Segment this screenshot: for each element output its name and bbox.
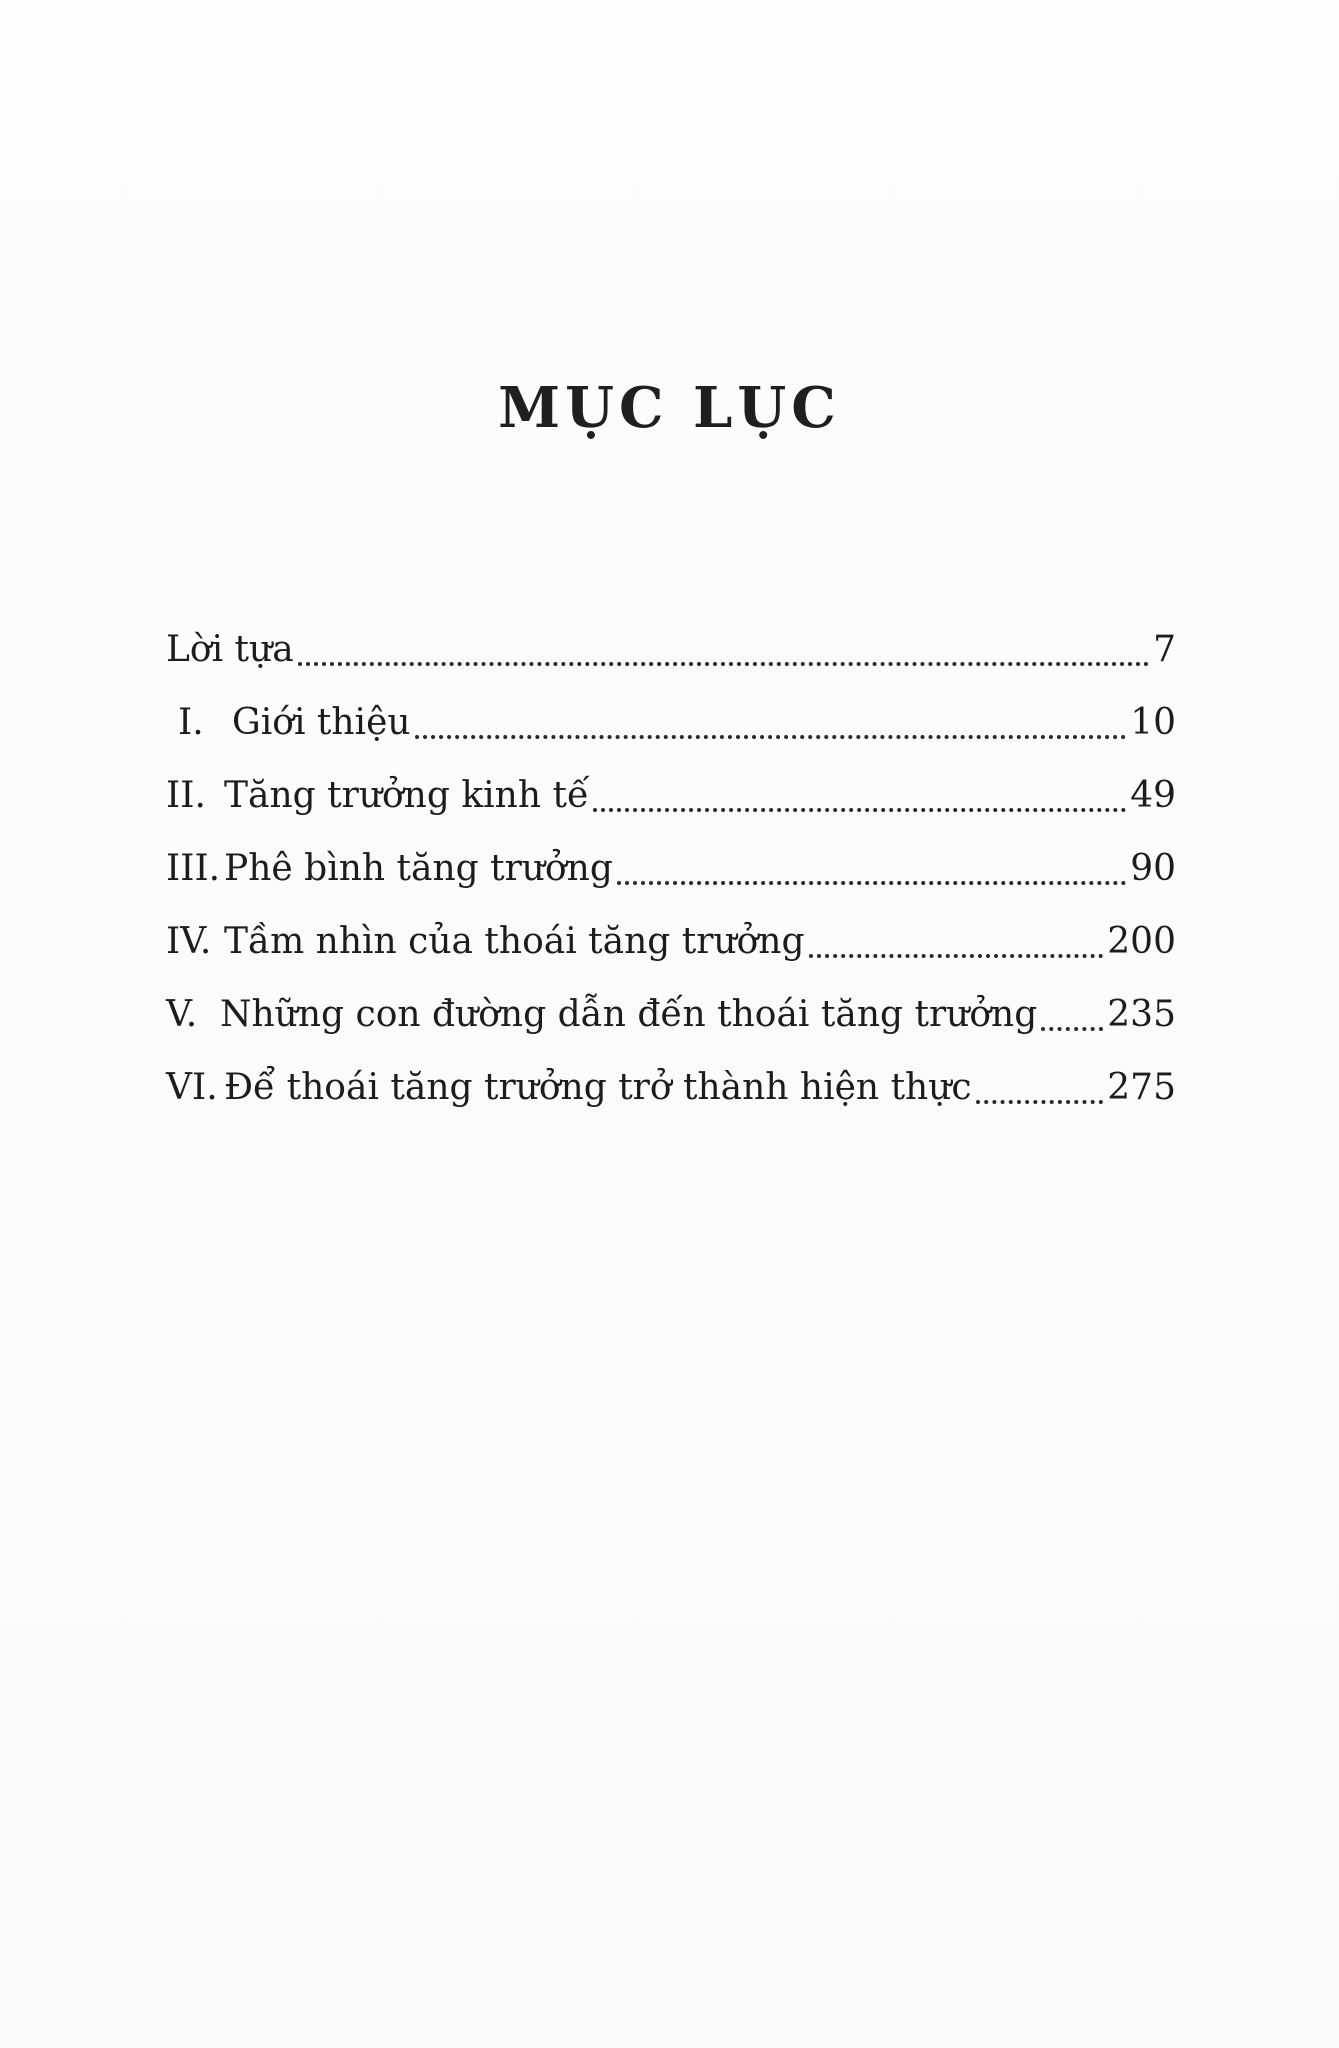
toc-dot-leader (976, 1100, 1104, 1104)
page-title: MỤC LỤC (498, 375, 841, 441)
toc-entry-page: 275 (1107, 1067, 1176, 1108)
toc-entry-number: IV. (166, 921, 212, 962)
toc-entry-number: II. (166, 775, 206, 816)
toc-entry-label: Những con đường dẫn đến thoái tăng trưởng (220, 994, 1038, 1035)
toc-entry-label: Lời tựa (166, 629, 294, 670)
toc-entry-label: Để thoái tăng trưởng trở thành hiện thực (224, 1067, 972, 1108)
toc-entry-page: 49 (1130, 775, 1176, 816)
toc-entry-number: I. (178, 702, 204, 743)
toc-entry-number: III. (166, 848, 221, 889)
toc-dot-leader (617, 881, 1126, 885)
toc-entry-page: 10 (1130, 702, 1176, 743)
toc-entry-introduction (166, 686, 1176, 759)
toc-entry-page: 235 (1107, 994, 1176, 1035)
toc-dot-leader (593, 808, 1126, 812)
toc-dot-leader (1041, 1027, 1103, 1031)
toc-entry-label: Phê bình tăng trưởng (224, 848, 613, 889)
toc-entry-page: 200 (1107, 921, 1176, 962)
toc-entry-label: Giới thiệu (232, 702, 411, 743)
toc-dot-leader (809, 954, 1104, 958)
toc-entry-page: 7 (1153, 629, 1176, 670)
toc-entry-degrowth-vision (166, 905, 1176, 978)
toc-entry-number: VI. (166, 1067, 218, 1108)
toc-entry-growth-critique (166, 832, 1176, 905)
toc-entry-degrowth-reality (166, 1051, 1176, 1124)
toc-entry-label: Tăng trưởng kinh tế (224, 775, 590, 816)
toc-entry-page: 90 (1130, 848, 1176, 889)
toc-entry-number: V. (166, 994, 198, 1035)
toc-entry-label: Tầm nhìn của thoái tăng trưởng (224, 921, 805, 962)
toc-entry-economic-growth (166, 759, 1176, 832)
toc-dot-leader (298, 662, 1149, 666)
toc-entry-preface (166, 613, 1176, 686)
table-of-contents (166, 613, 1176, 1124)
toc-dot-leader (415, 735, 1127, 739)
toc-entry-paths-to-degrowth (166, 978, 1176, 1051)
